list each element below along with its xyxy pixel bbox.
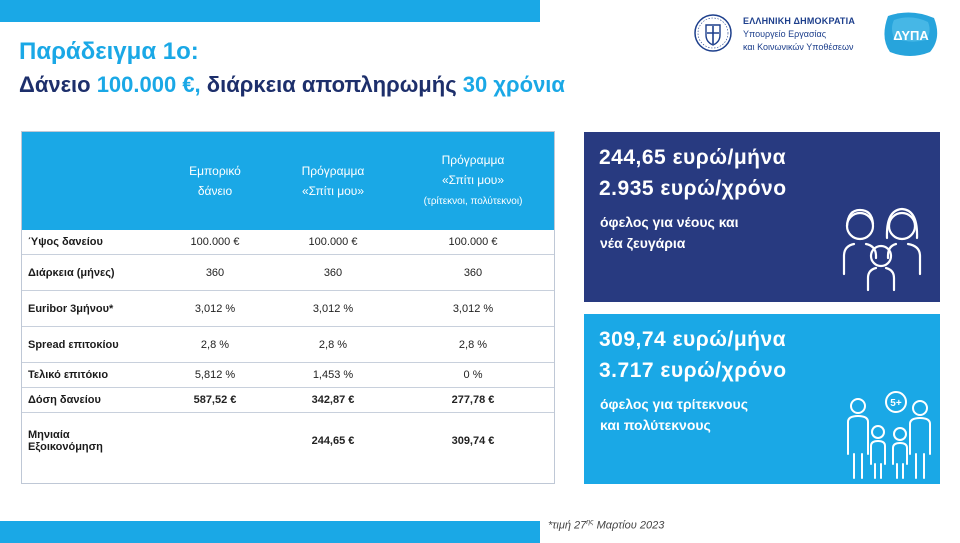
yearly-benefit: 3.717 ευρώ/χρόνο (599, 359, 787, 382)
cell-value: 1,453 % (274, 363, 392, 388)
ministry-line1: Υπουργείο Εργασίας (743, 29, 827, 39)
benefit-desc (600, 394, 748, 436)
cell-value: 3,012 % (156, 291, 274, 327)
row-label (22, 413, 156, 470)
top-accent-bar (0, 0, 540, 22)
cell-value: 100.000 € (274, 230, 392, 255)
cell-value: 244,65 € (311, 435, 355, 447)
table-row (22, 388, 554, 413)
header-col2-line2: «Σπίτι μου» (301, 184, 365, 198)
row-label: Διάρκεια (μήνες) (22, 255, 156, 291)
header-spiti-mou (274, 132, 392, 230)
monthly-benefit: 309,74 ευρώ/μήνα (599, 328, 787, 351)
comparison-table (22, 132, 554, 469)
header-col1-line1: Εμπορικό (189, 164, 241, 178)
gov-name: ΕΛΛΗΝΙΚΗ ΔΗΜΟΚΡΑΤΙΑ (743, 16, 856, 26)
dypa-logo-text: ΔΥΠΑ (893, 28, 929, 43)
cell-value: 3,012 % (274, 291, 392, 327)
header-col3-line2: «Σπίτι μου» (441, 173, 505, 187)
header-col3-line3: (τρίτεκνοι, πολύτεκνοι) (423, 196, 523, 207)
table-row (22, 363, 554, 388)
row-label: Spread επιτοκίου (22, 327, 156, 363)
header-col2-line1: Πρόγραμμα (301, 164, 365, 178)
yearly-benefit: 2.935 ευρώ/χρόνο (599, 177, 787, 200)
cell-value: 3,012 % (392, 291, 554, 327)
table-row (22, 291, 554, 327)
cell-value: 360 (274, 255, 392, 291)
row-label-line1: Μηνιαία (28, 429, 70, 441)
header-commercial-loan (156, 132, 274, 230)
bottom-accent-bar (0, 521, 540, 543)
large-family-icon (844, 384, 938, 480)
greek-coat-of-arms-icon (693, 13, 733, 53)
row-label: Τελικό επιτόκιο (22, 363, 156, 388)
footnote-suffix: Μαρτίου 2023 (593, 519, 665, 532)
cell-value: 309,74 € (451, 435, 495, 447)
cell-value: 5,812 % (156, 363, 274, 388)
monthly-benefit: 244,65 ευρώ/μήνα (599, 146, 787, 169)
cell-value: 100.000 € (156, 230, 274, 255)
header-empty (22, 132, 156, 230)
dypa-logo (880, 10, 942, 58)
footnote-prefix: *τιμή 27 (548, 519, 587, 532)
table-header-row (22, 132, 554, 230)
subtitle-prefix: Δάνειο (19, 72, 97, 97)
benefit-desc-line2: και πολύτεκνους (600, 417, 711, 433)
table-row (22, 413, 554, 470)
header-col1-line2: δάνειο (197, 184, 233, 198)
cell-value: 342,87 € (274, 388, 392, 413)
page-subtitle (19, 72, 565, 98)
benefit-desc (600, 212, 739, 254)
ministry-line2: και Κοινωνικών Υποθέσεων (743, 42, 854, 52)
subtitle-years: 30 χρόνια (462, 72, 565, 97)
footnote (548, 519, 664, 532)
row-label-line2: Εξοικονόμηση (28, 441, 103, 453)
cell-value: 100.000 € (392, 230, 554, 255)
table-row (22, 327, 554, 363)
page-title: Παράδειγμα 1ο: (19, 38, 199, 65)
header-col3-line1: Πρόγραμμα (441, 153, 505, 167)
subtitle-amount: 100.000 €, (96, 72, 201, 97)
row-label: Δόση δανείου (22, 388, 156, 413)
cell-value: 2,8 % (392, 327, 554, 363)
table-row (22, 255, 554, 291)
benefit-panel-young (584, 132, 940, 302)
gov-ministry-text (743, 15, 855, 54)
cell-value: 360 (392, 255, 554, 291)
benefit-desc-line1: όφελος για νέους και (600, 214, 739, 230)
cell-value (156, 413, 274, 470)
cell-value: 2,8 % (274, 327, 392, 363)
table-row (22, 230, 554, 255)
cell-value: 277,78 € (392, 388, 554, 413)
five-plus-badge: 5+ (890, 398, 902, 409)
footnote-sup: ης (586, 519, 594, 526)
benefit-desc-line1: όφελος για τρίτεκνους (600, 396, 748, 412)
cell-value: 0 % (392, 363, 554, 388)
cell-value: 587,52 € (156, 388, 274, 413)
loan-comparison-table (21, 131, 555, 484)
cell-value: 2,8 % (156, 327, 274, 363)
benefit-desc-line2: νέα ζευγάρια (600, 235, 686, 251)
header-spiti-mou-large-families (392, 132, 554, 230)
row-label: Ύψος δανείου (22, 230, 156, 255)
row-label: Euribor 3μήνου* (22, 291, 156, 327)
cell-value: 360 (156, 255, 274, 291)
benefit-panel-large-families (584, 314, 940, 484)
family-icon (832, 198, 932, 294)
subtitle-middle: διάρκεια αποπληρωμής (200, 72, 463, 97)
